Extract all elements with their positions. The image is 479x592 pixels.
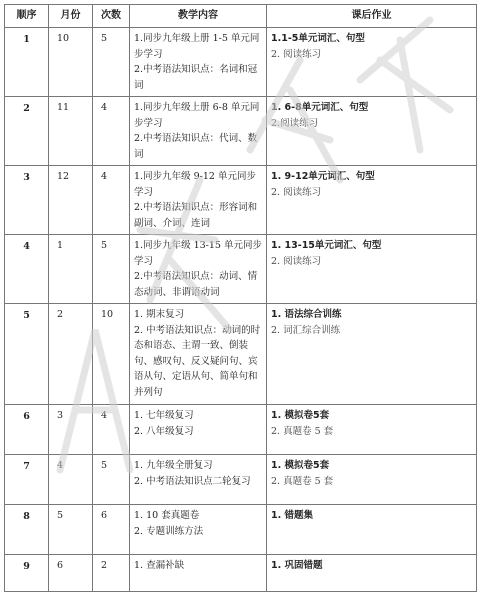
homework-line: 1. 13-15单元词汇、句型 (271, 240, 382, 251)
cell-content (130, 455, 267, 505)
table-row (5, 97, 477, 166)
content-line: 2.中考语法知识点：名词和冠词 (134, 64, 258, 91)
cell-order: 2 (5, 97, 49, 166)
content-line: 2.中考语法知识点：动词、情态动词、非谓语动词 (134, 271, 258, 298)
cell-count: 10 (93, 304, 130, 405)
content-line: 2. 八年级复习 (134, 425, 194, 437)
cell-order: 1 (5, 28, 49, 97)
header-homework: 课后作业 (267, 5, 477, 28)
content-line: 2.中考语法知识点：代词、数词 (134, 133, 258, 160)
content-line: 2.中考语法知识点：形容词和副词、介词、连词 (134, 202, 258, 229)
header-month: 月份 (49, 5, 93, 28)
cell-count: 4 (93, 405, 130, 455)
cell-order: 5 (5, 304, 49, 405)
cell-homework (267, 304, 477, 405)
cell-homework (267, 97, 477, 166)
header-content: 教学内容 (130, 5, 267, 28)
cell-month: 10 (49, 28, 93, 97)
table-body (5, 28, 477, 592)
schedule-table (4, 4, 477, 592)
cell-content (130, 97, 267, 166)
header-row (5, 5, 477, 28)
cell-count: 5 (93, 28, 130, 97)
content-line: 1. 期末复习 (134, 309, 185, 320)
cell-content (130, 28, 267, 97)
content-line: 2. 中考语法知识点：动词的时态和语态、主谓一致、倒装句、感叹句、反义疑问句、宾语从句、定语从句、简单句和并列句 (134, 324, 261, 398)
cell-order: 3 (5, 166, 49, 235)
table-row (5, 28, 477, 97)
cell-count: 2 (93, 555, 130, 592)
cell-homework (267, 28, 477, 97)
homework-line: 2. 真题卷 5 套 (271, 425, 334, 437)
content-line: 2. 中考语法知识点二轮复习 (134, 475, 251, 487)
content-line: 1.同步九年级 13-15 单元同步学习 (134, 240, 262, 267)
homework-line: 2. 阅读练习 (271, 48, 322, 60)
schedule-sheet (4, 4, 477, 592)
homework-line: 1. 错题集 (271, 510, 314, 521)
content-line: 1.同步九年级上册 1-5 单元同步学习 (134, 33, 260, 60)
content-line: 1. 七年级复习 (134, 410, 194, 421)
cell-month: 6 (49, 555, 93, 592)
header-count: 次数 (93, 5, 130, 28)
cell-homework (267, 455, 477, 505)
content-line: 1.同步九年级 9-12 单元同步学习 (134, 171, 256, 198)
table-row (5, 166, 477, 235)
cell-month: 4 (49, 455, 93, 505)
cell-count: 5 (93, 455, 130, 505)
cell-content (130, 405, 267, 455)
cell-order: 4 (5, 235, 49, 304)
cell-homework (267, 555, 477, 592)
homework-line: 2. 真题卷 5 套 (271, 475, 334, 487)
cell-content (130, 555, 267, 592)
header-order: 顺序 (5, 5, 49, 28)
cell-homework (267, 235, 477, 304)
content-line: 2. 专题训练方法 (134, 525, 204, 537)
cell-homework (267, 505, 477, 555)
homework-line: 2. 阅读练习 (271, 255, 322, 267)
table-row (5, 235, 477, 304)
homework-line: 2. 词汇综合训练 (271, 324, 341, 336)
cell-content (130, 166, 267, 235)
content-line: 1.同步九年级上册 6-8 单元同步学习 (134, 102, 260, 129)
homework-line: 1.1-5单元词汇、句型 (271, 33, 365, 44)
content-line: 1. 查漏补缺 (134, 560, 185, 571)
cell-homework (267, 405, 477, 455)
homework-line: 1. 巩固错题 (271, 560, 323, 571)
homework-line: 1. 9-12单元词汇、句型 (271, 171, 375, 182)
cell-order: 8 (5, 505, 49, 555)
cell-order: 9 (5, 555, 49, 592)
homework-line: 1. 模拟卷5套 (271, 460, 330, 471)
cell-month: 5 (49, 505, 93, 555)
table-row (5, 555, 477, 592)
cell-month: 3 (49, 405, 93, 455)
homework-line: 2.阅读练习 (271, 117, 319, 129)
cell-content (130, 505, 267, 555)
cell-content (130, 304, 267, 405)
homework-line: 1. 语法综合训练 (271, 309, 342, 320)
cell-count: 4 (93, 97, 130, 166)
content-line: 1. 九年级全册复习 (134, 460, 213, 471)
cell-count: 4 (93, 166, 130, 235)
homework-line: 1. 模拟卷5套 (271, 410, 330, 421)
cell-order: 6 (5, 405, 49, 455)
table-row (5, 455, 477, 505)
cell-count: 5 (93, 235, 130, 304)
cell-month: 2 (49, 304, 93, 405)
homework-line: 1. 6-8单元词汇、句型 (271, 102, 369, 113)
cell-content (130, 235, 267, 304)
cell-month: 12 (49, 166, 93, 235)
cell-count: 6 (93, 505, 130, 555)
table-row (5, 405, 477, 455)
table-row (5, 505, 477, 555)
content-line: 1. 10 套真题卷 (134, 510, 200, 521)
cell-month: 11 (49, 97, 93, 166)
cell-order: 7 (5, 455, 49, 505)
homework-line: 2. 阅读练习 (271, 186, 322, 198)
table-row (5, 304, 477, 405)
cell-month: 1 (49, 235, 93, 304)
cell-homework (267, 166, 477, 235)
